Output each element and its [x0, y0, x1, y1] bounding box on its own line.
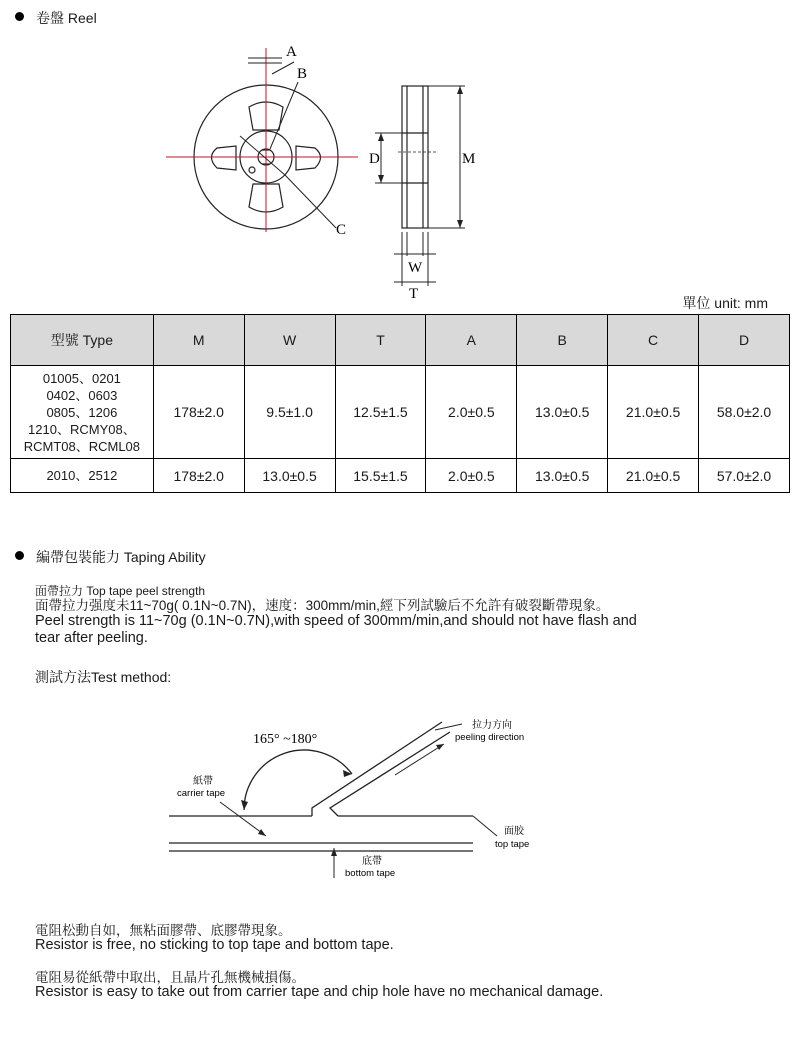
type-cell	[11, 366, 154, 459]
value-T: 15.5±1.5	[335, 459, 426, 493]
value-D: 57.0±2.0	[699, 459, 790, 493]
header-type: 型號 Type	[11, 315, 154, 366]
type-cell	[11, 459, 154, 493]
value-T: 12.5±1.5	[335, 366, 426, 459]
bullet-icon	[15, 551, 24, 560]
value-M: 178±2.0	[153, 366, 244, 459]
taping-section-title: 編帶包裝能力 Taping Ability	[36, 549, 206, 565]
reel-drawing	[150, 38, 490, 303]
label-C: C	[336, 222, 347, 238]
bottom-tape-en: bottom tape	[345, 868, 396, 879]
table-row	[11, 459, 790, 493]
test-method-label: 測試方法Test method:	[35, 669, 172, 685]
type-line: 2010、2512	[46, 468, 118, 483]
value-A: 2.0±0.5	[426, 366, 517, 459]
value-B: 13.0±0.5	[517, 366, 608, 459]
carrier-tape-en: carrier tape	[177, 788, 226, 799]
label-T: T	[409, 286, 419, 302]
bottom-tape-cn: 底帶	[362, 856, 382, 867]
header-M: M	[153, 315, 244, 366]
pull-direction-en: peeling direction	[455, 732, 525, 743]
label-M: M	[462, 151, 476, 167]
note-1-en: Resistor is free, no sticking to top tape and bottom tape.	[35, 937, 394, 953]
peel-text-en-2: tear after peeling.	[35, 630, 148, 646]
peel-heading: 面帶拉力 Top tape peel strength	[35, 584, 206, 598]
angle-label: 165° ~180°	[253, 732, 318, 747]
value-A: 2.0±0.5	[426, 459, 517, 493]
carrier-tape-cn: 紙帶	[193, 776, 213, 787]
header-T: T	[335, 315, 426, 366]
value-D: 58.0±2.0	[699, 366, 790, 459]
type-line: 1210、RCMY08、	[28, 421, 136, 437]
value-C: 21.0±0.5	[608, 366, 699, 459]
peel-text-cn: 面帶拉力强度未11~70g( 0.1N~0.7N)，速度：300mm/min,經下列試驗后不允許有破裂斷帶現象。	[35, 598, 610, 613]
header-C: C	[608, 315, 699, 366]
value-M: 178±2.0	[153, 459, 244, 493]
reel-side-view	[402, 86, 428, 228]
label-W: W	[408, 260, 423, 276]
label-D: D	[369, 151, 380, 167]
header-W: W	[244, 315, 335, 366]
header-D: D	[699, 315, 790, 366]
peel-test-diagram	[160, 712, 570, 884]
unit-label: 單位 unit: mm	[682, 295, 768, 311]
type-line: 01005、0201	[42, 370, 121, 386]
table-header-row	[11, 315, 790, 366]
top-tape-en: top tape	[495, 839, 530, 850]
value-W: 9.5±1.0	[244, 366, 335, 459]
pull-direction-cn: 拉力方向	[472, 720, 512, 731]
reel-section-title: 卷盤 Reel	[36, 10, 97, 26]
value-B: 13.0±0.5	[517, 459, 608, 493]
peel-text-en-1: Peel strength is 11~70g (0.1N~0.7N),with speed of 300mm/min,and should not have flash and	[35, 613, 637, 629]
table-row	[11, 366, 790, 459]
bullet-icon	[15, 12, 24, 21]
label-A: A	[286, 44, 297, 60]
header-A: A	[426, 315, 517, 366]
type-line: 0402、0603	[46, 387, 118, 403]
note-2-cn: 電阻易從紙帶中取出，且晶片孔無機械損傷。	[35, 970, 305, 985]
reel-spec-table	[10, 314, 790, 493]
value-C: 21.0±0.5	[608, 459, 699, 493]
value-W: 13.0±0.5	[244, 459, 335, 493]
type-line: RCMT08、RCML08	[23, 438, 141, 454]
note-1-cn: 電阻松動自如，無粘面膠帶、底膠帶現象。	[35, 923, 292, 938]
type-line: 0805、1206	[46, 404, 118, 420]
label-B: B	[297, 66, 308, 82]
note-2-en: Resistor is easy to take out from carrier tape and chip hole have no mechanical damage.	[35, 984, 604, 1000]
header-B: B	[517, 315, 608, 366]
top-tape-cn: 面胶	[504, 826, 524, 837]
